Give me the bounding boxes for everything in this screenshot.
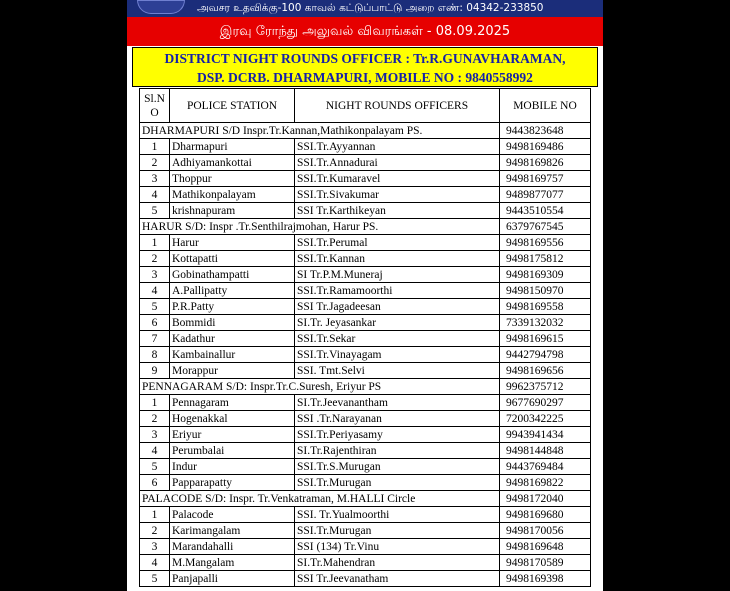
row-slno: 2: [140, 155, 170, 171]
subdivision-mobile: 9498172040: [500, 491, 591, 507]
table-row: [140, 203, 591, 219]
row-mobile: 9498170589: [500, 555, 591, 571]
row-mobile: 9498169656: [500, 363, 591, 379]
row-slno: 2: [140, 411, 170, 427]
row-mobile: 7339132032: [500, 315, 591, 331]
row-slno: 3: [140, 427, 170, 443]
row-station: Palacode: [170, 507, 295, 523]
table-row: [140, 475, 591, 491]
row-slno: 2: [140, 523, 170, 539]
table-row: [140, 235, 591, 251]
row-slno: 1: [140, 395, 170, 411]
row-slno: 5: [140, 571, 170, 587]
row-mobile: 7200342225: [500, 411, 591, 427]
table-row: [140, 139, 591, 155]
table-row: [140, 267, 591, 283]
row-mobile: 9498170056: [500, 523, 591, 539]
night-rounds-table: [139, 88, 591, 587]
row-officer: SSI.Tr.Periyasamy: [295, 427, 500, 443]
row-officer: SSI.Tr.Murugan: [295, 475, 500, 491]
group-row: [140, 123, 591, 139]
table-row: [140, 251, 591, 267]
row-slno: 6: [140, 315, 170, 331]
row-mobile: 9498169486: [500, 139, 591, 155]
group-row: [140, 491, 591, 507]
row-station: Bommidi: [170, 315, 295, 331]
row-station: Dharmapuri: [170, 139, 295, 155]
row-officer: SSI (134) Tr.Vinu: [295, 539, 500, 555]
row-slno: 3: [140, 539, 170, 555]
row-officer: SI Tr.P.M.Muneraj: [295, 267, 500, 283]
row-officer: SSI. Tmt.Selvi: [295, 363, 500, 379]
row-officer: SSI.Tr.Sekar: [295, 331, 500, 347]
header-slno: Sl.N O: [140, 89, 170, 123]
row-officer: SSI.Tr.Annadurai: [295, 155, 500, 171]
row-station: Hogenakkal: [170, 411, 295, 427]
row-officer: SSI.Tr.Kannan: [295, 251, 500, 267]
row-mobile: 9442794798: [500, 347, 591, 363]
row-mobile: 9498169757: [500, 171, 591, 187]
row-slno: 3: [140, 267, 170, 283]
row-station: krishnapuram: [170, 203, 295, 219]
row-officer: SSI.Tr.Sivakumar: [295, 187, 500, 203]
row-officer: SI.Tr.Mahendran: [295, 555, 500, 571]
row-slno: 1: [140, 235, 170, 251]
row-officer: SSI Tr.Jeevanatham: [295, 571, 500, 587]
row-slno: 4: [140, 443, 170, 459]
row-slno: 4: [140, 555, 170, 571]
page-title: இரவு ரோந்து அலுவல் விவரங்கள் - 08.09.2025: [127, 17, 603, 46]
row-slno: 5: [140, 459, 170, 475]
row-station: P.R.Patty: [170, 299, 295, 315]
table-row: [140, 155, 591, 171]
row-station: A.Pallipatty: [170, 283, 295, 299]
row-station: Adhiyamankottai: [170, 155, 295, 171]
header-officers: NIGHT ROUNDS OFFICERS: [295, 89, 500, 123]
row-mobile: 9498169680: [500, 507, 591, 523]
table-body: [140, 123, 591, 587]
row-slno: 9: [140, 363, 170, 379]
table-row: [140, 283, 591, 299]
row-station: Papparapatty: [170, 475, 295, 491]
row-mobile: 9498144848: [500, 443, 591, 459]
row-station: Kambainallur: [170, 347, 295, 363]
row-officer: SSI.Tr.Perumal: [295, 235, 500, 251]
table-row: [140, 507, 591, 523]
table-row: [140, 411, 591, 427]
table-row: [140, 331, 591, 347]
row-mobile: 9498169556: [500, 235, 591, 251]
row-station: Thoppur: [170, 171, 295, 187]
row-officer: SSI Tr.Jagadeesan: [295, 299, 500, 315]
row-station: M.Mangalam: [170, 555, 295, 571]
row-officer: SSI Tr.Karthikeyan: [295, 203, 500, 219]
row-station: Marandahalli: [170, 539, 295, 555]
helpline-bar: [127, 0, 603, 17]
row-officer: SI.Tr.Rajenthiran: [295, 443, 500, 459]
subdivision-mobile: 6379767545: [500, 219, 591, 235]
row-slno: 4: [140, 283, 170, 299]
table-header-row: [140, 89, 591, 123]
subdivision-title: PENNAGARAM S/D: Inspr.Tr.C.Suresh, Eriyur PS: [140, 379, 500, 395]
row-station: Indur: [170, 459, 295, 475]
row-mobile: 9498175812: [500, 251, 591, 267]
table-row: [140, 171, 591, 187]
row-mobile: 9498150970: [500, 283, 591, 299]
row-mobile: 9443769484: [500, 459, 591, 475]
row-slno: 7: [140, 331, 170, 347]
row-officer: SSI .Tr.Narayanan: [295, 411, 500, 427]
row-officer: SSI.Tr.Murugan: [295, 523, 500, 539]
row-slno: 4: [140, 187, 170, 203]
row-slno: 1: [140, 507, 170, 523]
table-row: [140, 555, 591, 571]
row-slno: 5: [140, 203, 170, 219]
subdivision-title: HARUR S/D: Inspr .Tr.Senthilrajmohan, Harur PS.: [140, 219, 500, 235]
header-station: POLICE STATION: [170, 89, 295, 123]
helpline-text: அவசர உதவிக்கு-100 காவல் கட்டுப்பாட்டு அறை எண்: 04342-233850: [197, 2, 544, 14]
header-mobile: MOBILE NO: [500, 89, 591, 123]
row-station: Kadathur: [170, 331, 295, 347]
subdivision-title: DHARMAPURI S/D Inspr.Tr.Kannan,Mathikonpalayam PS.: [140, 123, 500, 139]
row-officer: SSI.Tr.Ramamoorthi: [295, 283, 500, 299]
row-mobile: 9489877077: [500, 187, 591, 203]
row-officer: SI.Tr. Jeyasankar: [295, 315, 500, 331]
row-officer: SSI.Tr.Vinayagam: [295, 347, 500, 363]
row-station: Mathikonpalayam: [170, 187, 295, 203]
group-row: [140, 219, 591, 235]
row-officer: SSI.Tr.Kumaravel: [295, 171, 500, 187]
row-slno: 1: [140, 139, 170, 155]
row-station: Gobinathampatti: [170, 267, 295, 283]
row-station: Panjapalli: [170, 571, 295, 587]
row-slno: 6: [140, 475, 170, 491]
row-station: Eriyur: [170, 427, 295, 443]
row-mobile: 9498169558: [500, 299, 591, 315]
district-officer-line1: DISTRICT NIGHT ROUNDS OFFICER : Tr.R.GUNAVHARAMAN,: [164, 51, 566, 66]
row-officer: SI.Tr.Jeevanantham: [295, 395, 500, 411]
row-slno: 8: [140, 347, 170, 363]
subdivision-title: PALACODE S/D: Inspr. Tr.Venkatraman, M.HALLI Circle: [140, 491, 500, 507]
table-row: [140, 427, 591, 443]
subdivision-mobile: 9962375712: [500, 379, 591, 395]
table-row: [140, 315, 591, 331]
row-station: Morappur: [170, 363, 295, 379]
row-slno: 2: [140, 251, 170, 267]
row-mobile: 9677690297: [500, 395, 591, 411]
row-officer: SSI.Tr.Ayyannan: [295, 139, 500, 155]
group-row: [140, 379, 591, 395]
row-slno: 3: [140, 171, 170, 187]
row-officer: SSI.Tr.S.Murugan: [295, 459, 500, 475]
row-station: Harur: [170, 235, 295, 251]
row-mobile: 9443510554: [500, 203, 591, 219]
table-row: [140, 459, 591, 475]
table-row: [140, 347, 591, 363]
row-officer: SSI. Tr.Yualmoorthi: [295, 507, 500, 523]
row-mobile: 9498169826: [500, 155, 591, 171]
row-station: Kottapatti: [170, 251, 295, 267]
row-mobile: 9943941434: [500, 427, 591, 443]
table-row: [140, 363, 591, 379]
table-row: [140, 523, 591, 539]
table-row: [140, 571, 591, 587]
table-row: [140, 395, 591, 411]
district-officer-line2: DSP. DCRB. DHARMAPURI, MOBILE NO : 9840558992: [197, 70, 533, 85]
row-slno: 5: [140, 299, 170, 315]
document-page: [127, 0, 603, 591]
table-row: [140, 299, 591, 315]
row-mobile: 9498169648: [500, 539, 591, 555]
row-mobile: 9498169615: [500, 331, 591, 347]
table-row: [140, 187, 591, 203]
row-station: Perumbalai: [170, 443, 295, 459]
row-mobile: 9498169398: [500, 571, 591, 587]
row-station: Karimangalam: [170, 523, 295, 539]
police-emblem-icon: [137, 0, 185, 14]
row-mobile: 9498169309: [500, 267, 591, 283]
row-mobile: 9498169822: [500, 475, 591, 491]
subdivision-mobile: 9443823648: [500, 123, 591, 139]
row-station: Pennagaram: [170, 395, 295, 411]
district-officer-banner: [132, 47, 598, 87]
table-row: [140, 443, 591, 459]
table-row: [140, 539, 591, 555]
